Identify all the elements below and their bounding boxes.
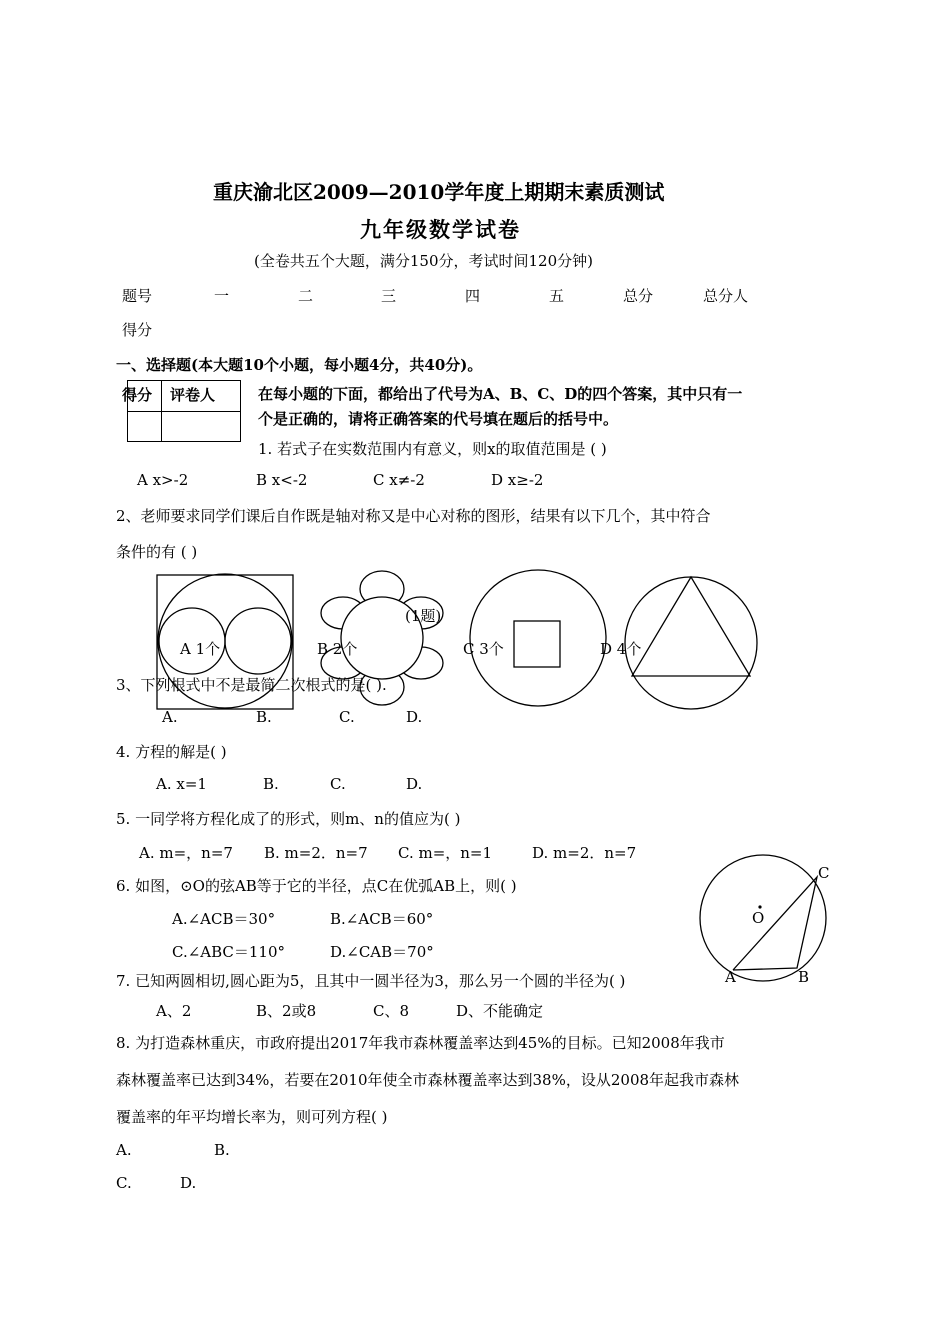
q4-option: A. x=1: [156, 775, 207, 793]
q8-line: 森林覆盖率已达到34%，若要在2010年使全市森林覆盖率达到38%，设从2008年起我市森林: [116, 1071, 740, 1089]
point-b-label: B: [798, 968, 810, 986]
q5-option: C. m=，n=1: [398, 844, 493, 862]
exam-note: (全卷共五个大题，满分150分，考试时间120分钟): [254, 252, 593, 270]
q2-figure-label: (1题): [405, 607, 442, 625]
q7-stem: 7. 已知两圆相切,圆心距为5，且其中一圆半径为3，那么另一个圆的半径为( ): [116, 972, 626, 990]
q5-option: B. m=2．n=7: [264, 844, 368, 862]
q8-option: A.: [116, 1141, 132, 1159]
q8-option: C.: [116, 1174, 132, 1192]
score-table-header: 三: [381, 287, 397, 305]
point-a-label: A: [725, 968, 736, 986]
q7-option: A、2: [156, 1002, 192, 1020]
q2-option: C 3个: [463, 640, 504, 658]
q8-line: 8. 为打造森林重庆，市政府提出2017年我市森林覆盖率达到45%的目标。已知2008年我市: [116, 1034, 725, 1052]
instruction-line: 在每小题的下面，都给出了代号为A、B、C、D的四个答案，其中只有一: [258, 385, 743, 403]
score-table-header: 五: [549, 287, 565, 305]
q2-option: B 2个: [317, 640, 358, 658]
score-table-header: 题号: [122, 287, 153, 305]
q4-option: B.: [263, 775, 279, 793]
q5-option: D. m=2．n=7: [532, 844, 637, 862]
q8-option: B.: [214, 1141, 230, 1159]
q1-option: A x>-2: [137, 471, 189, 489]
q3-option: C.: [339, 708, 355, 726]
grader-box-grader: 评卷人: [170, 386, 216, 404]
q2-option: D 4个: [600, 640, 642, 658]
q1-option: B x<-2: [256, 471, 308, 489]
point-o-label: O: [752, 909, 765, 927]
circle-triangle-figure: [620, 570, 770, 720]
q1-option: D x≥-2: [491, 471, 544, 489]
q8-option: D.: [180, 1174, 197, 1192]
q2-option: A 1个: [180, 640, 221, 658]
q6-circle-figure: [695, 850, 845, 990]
circle-square-figure: [470, 570, 606, 706]
grader-box: [122, 380, 241, 442]
score-table-header: 总分人: [703, 287, 749, 305]
q6-option: B.∠ACB＝60°: [330, 910, 434, 928]
score-table-header: 一: [214, 287, 230, 305]
q4-stem: 4. 方程的解是( ): [116, 743, 227, 761]
q6-option: D.∠CAB＝70°: [330, 943, 434, 961]
page-subtitle: 九年级数学试卷: [360, 217, 521, 242]
q7-option: D、不能确定: [456, 1002, 544, 1020]
point-c-label: C: [818, 864, 830, 882]
score-table-header: 二: [298, 287, 314, 305]
score-row-label: 得分: [122, 321, 153, 339]
q2-line: 条件的有 ( ): [116, 543, 198, 561]
q4-option: D.: [406, 775, 423, 793]
grader-box-score: 得分: [122, 386, 153, 404]
section-heading: 一、选择题(本大题10个小题，每小题4分，共40分)。: [116, 356, 483, 374]
q6-option: A.∠ACB＝30°: [172, 910, 276, 928]
q4-option: C.: [330, 775, 346, 793]
q7-option: C、8: [373, 1002, 410, 1020]
page-title: 重庆渝北区2009—2010学年度上期期末素质测试: [213, 180, 665, 204]
q2-line: 2、老师要求同学们课后自作既是轴对称又是中心对称的图形，结果有以下几个，其中符合: [116, 507, 711, 525]
q3-stem: 3、下列根式中不是最简二次根式的是( ).: [116, 676, 387, 694]
q3-option: D.: [406, 708, 423, 726]
q6-stem: 6. 如图，⊙O的弦AB等于它的半径，点C在优弧AB上，则( ): [116, 877, 517, 895]
q1-stem: 1. 若式子在实数范围内有意义，则x的取值范围是 ( ): [258, 440, 607, 458]
score-table-header: 总分: [623, 287, 654, 305]
q8-line: 覆盖率的年平均增长率为，则可列方程( ): [116, 1108, 388, 1126]
q5-option: A. m=，n=7: [139, 844, 233, 862]
q5-stem: 5. 一同学将方程化成了的形式，则m、n的值应为( ): [116, 810, 461, 828]
q3-option: B.: [256, 708, 272, 726]
instruction-line: 个是正确的，请将正确答案的代号填在题后的括号中。: [258, 410, 619, 428]
q7-option: B、2或8: [256, 1002, 317, 1020]
q1-option: C x≠-2: [373, 471, 425, 489]
score-table-header: 四: [465, 287, 481, 305]
q6-option: C.∠ABC＝110°: [172, 943, 286, 961]
q3-option: A.: [162, 708, 178, 726]
